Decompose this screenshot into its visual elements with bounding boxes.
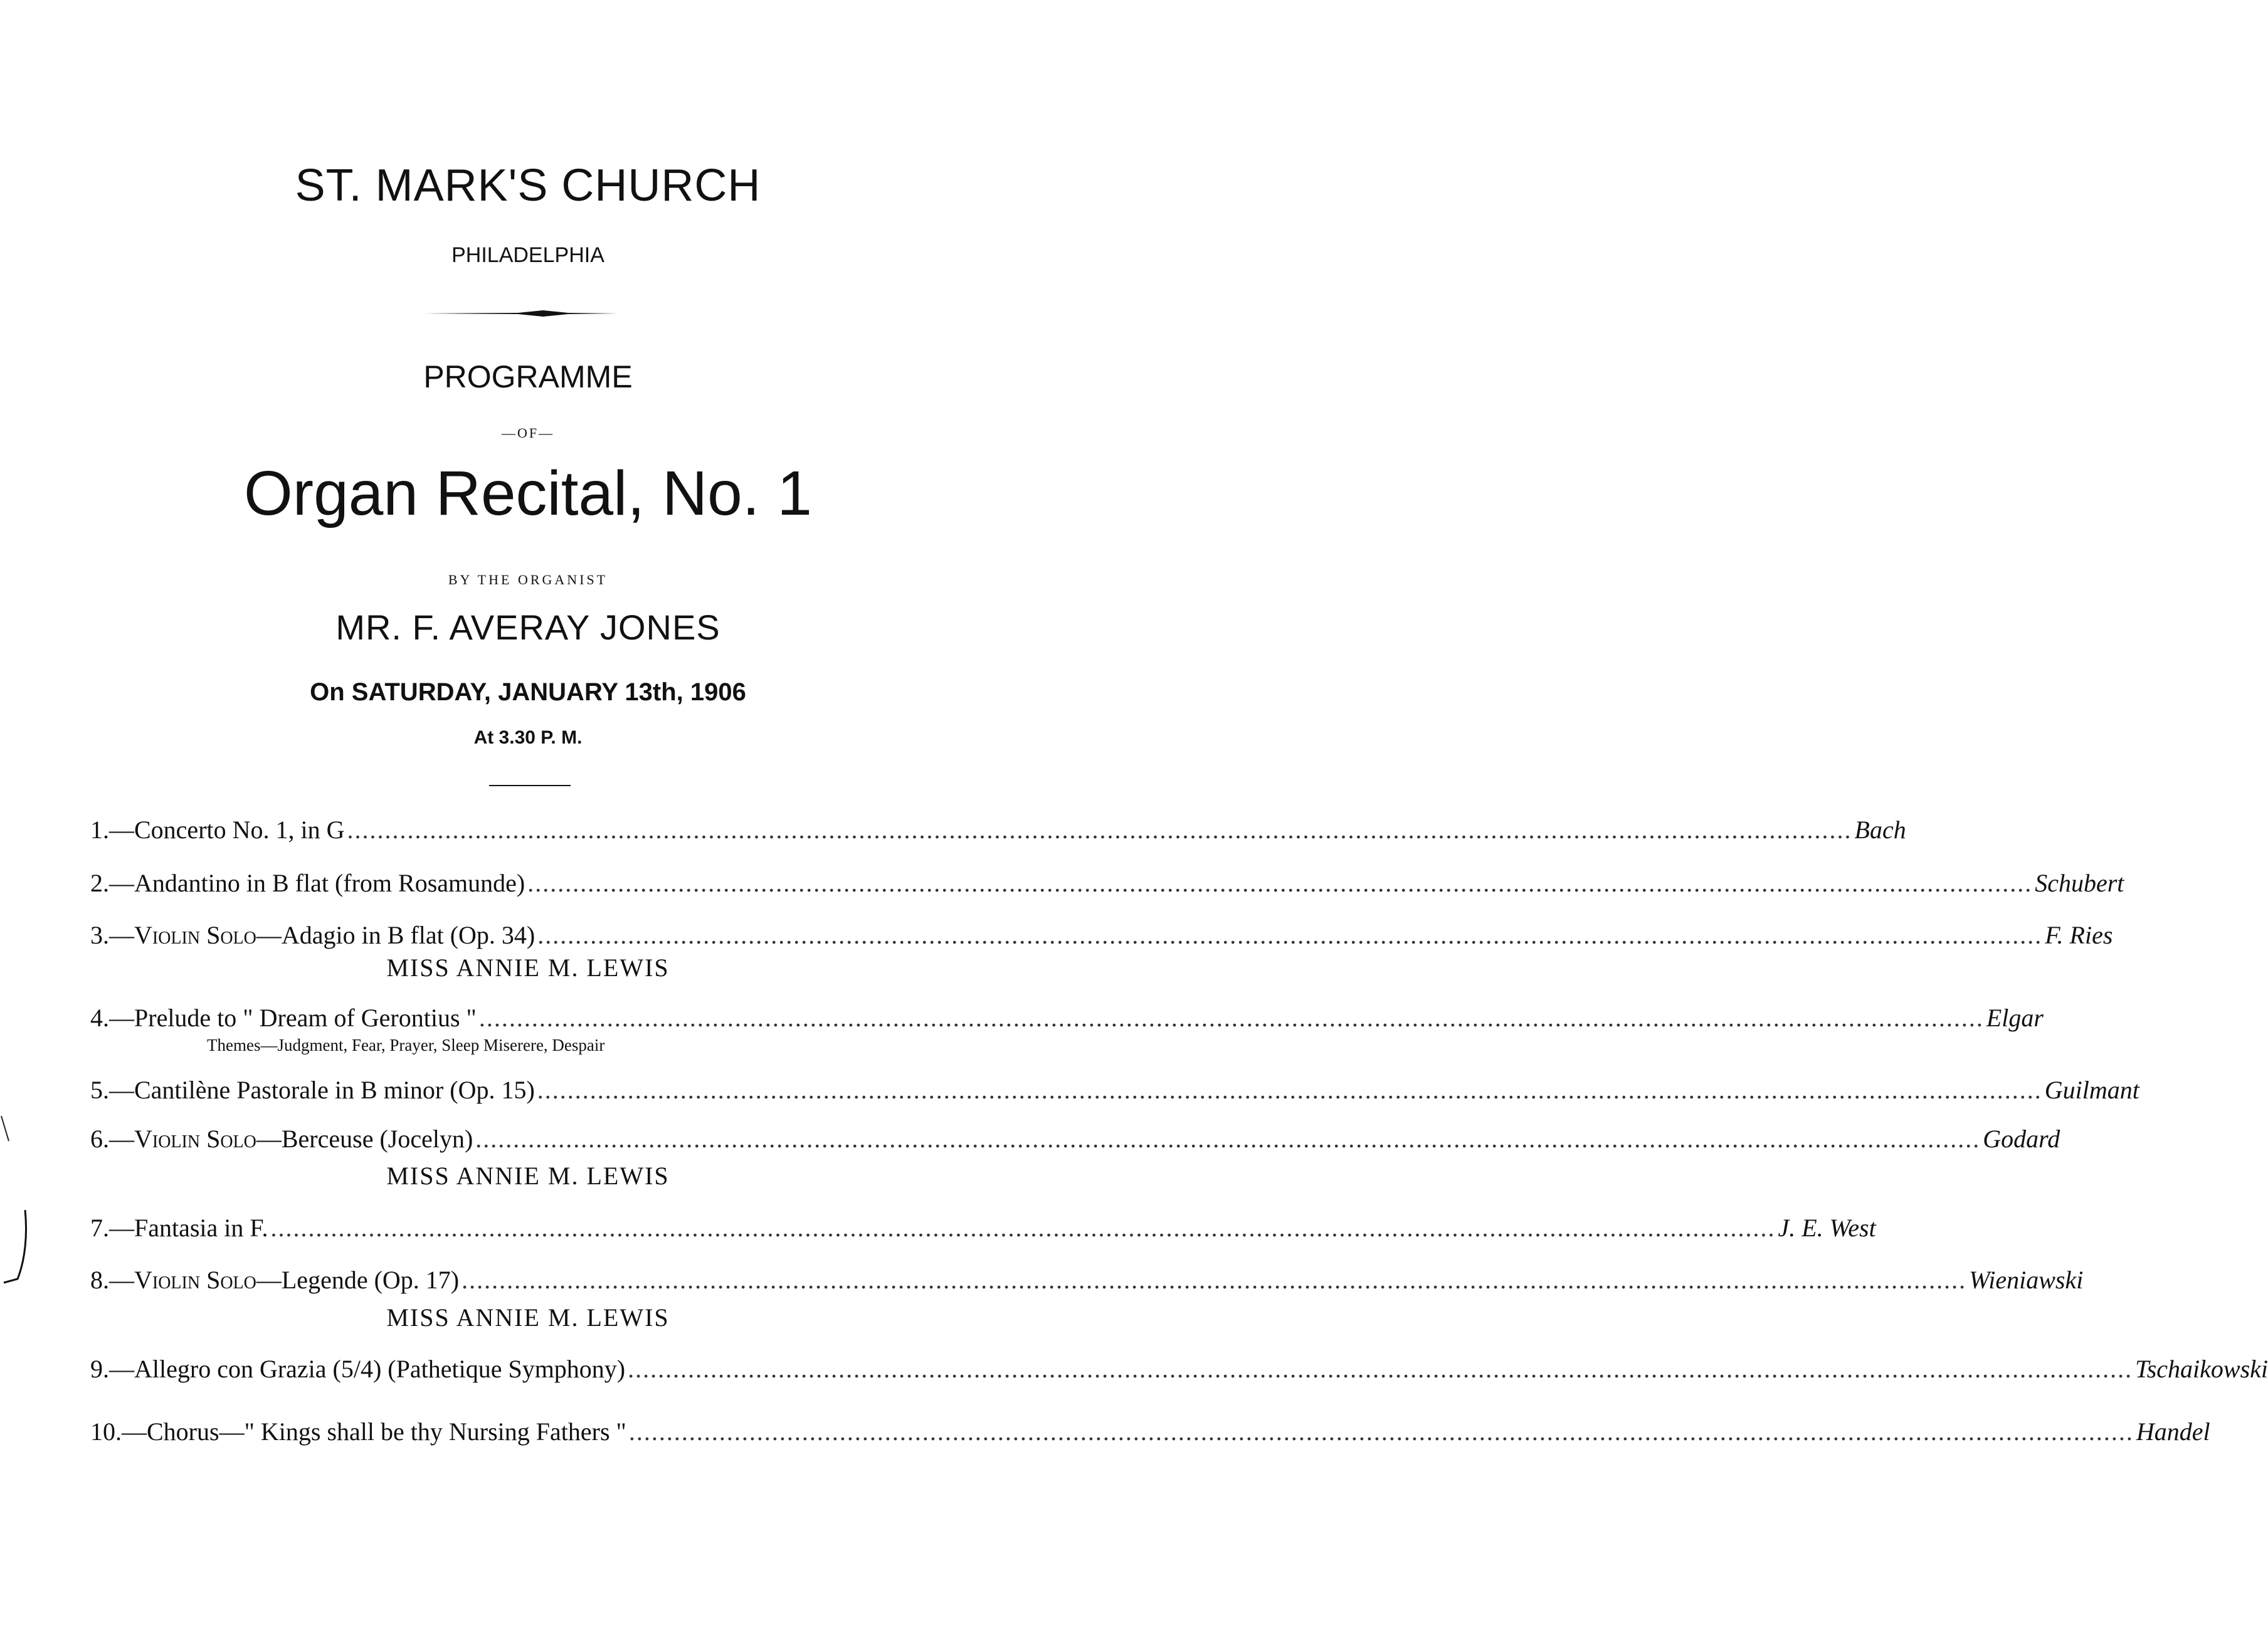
of-line: —OF—: [501, 425, 555, 441]
programme-item-8: [90, 1265, 2084, 1300]
programme-item-1: [90, 815, 1906, 850]
item-number: 9.—: [90, 1355, 134, 1383]
item-number: 4.—: [90, 1004, 134, 1032]
item-number: 8.—: [90, 1266, 134, 1294]
item-composer: Elgar: [1986, 1004, 2044, 1032]
item-label: Violin Solo: [134, 921, 256, 949]
item-composer: Schubert: [2035, 869, 2124, 897]
margin-scratch-mark: [0, 1116, 38, 1298]
leader-dots: ........................................................................................................................................................................................................: [537, 921, 2043, 949]
programme-item-5: [90, 1075, 2139, 1110]
leader-dots: ........................................................................................................................................................................................................: [270, 1214, 1776, 1242]
item-label: Violin Solo: [134, 1266, 256, 1294]
item-number: 2.—: [90, 869, 134, 897]
item-composer: Bach: [1854, 816, 1906, 844]
item-note: Themes—Judgment, Fear, Prayer, Sleep Miserere, Despair: [207, 1036, 605, 1054]
programme-item-2: [90, 868, 2124, 903]
organist-name: MR. F. AVERAY JONES: [335, 607, 720, 647]
item-composer: Guilmant: [2044, 1076, 2139, 1104]
item-number: 7.—: [90, 1214, 134, 1242]
item-composer: Godard: [1983, 1125, 2060, 1153]
programme-item-7: [90, 1213, 1876, 1248]
item-title: —Legende (Op. 17): [256, 1266, 460, 1294]
item-title: Fantasia in F.: [134, 1214, 268, 1242]
item-number: 5.—: [90, 1076, 134, 1104]
leader-dots: ........................................................................................................................................................................................................: [537, 1076, 2042, 1104]
item-performer: MISS ANNIE M. LEWIS: [386, 1162, 670, 1190]
item-composer: Wieniawski: [1969, 1266, 2084, 1294]
item-label: Violin Solo: [134, 1125, 256, 1153]
programme-heading: PROGRAMME: [423, 359, 633, 394]
item-composer: Handel: [2136, 1417, 2210, 1446]
item-number: 3.—: [90, 921, 134, 949]
by-line: BY THE ORGANIST: [448, 572, 608, 587]
item-number: 6.—: [90, 1125, 134, 1153]
leader-dots: ........................................................................................................................................................................................................: [347, 816, 1852, 844]
city-name: PHILADELPHIA: [451, 243, 604, 267]
programme-item-4: [90, 1003, 2044, 1038]
leader-dots: ........................................................................................................................................................................................................: [628, 1355, 2133, 1383]
item-title: —Adagio in B flat (Op. 34): [256, 921, 535, 949]
item-title: Allegro con Grazia (5/4) (Pathetique Symphony): [134, 1355, 626, 1383]
item-number: 1.—: [90, 816, 134, 844]
item-composer: Tschaikowski: [2135, 1355, 2268, 1383]
short-divider: [489, 785, 571, 786]
item-title: Chorus—" Kings shall be thy Nursing Fathers ": [147, 1417, 626, 1446]
programme-item-9: [90, 1354, 2268, 1389]
item-title: Prelude to " Dream of Gerontius ": [134, 1004, 477, 1032]
item-performer: MISS ANNIE M. LEWIS: [386, 954, 670, 982]
leader-dots: ........................................................................................................................................................................................................: [462, 1266, 1967, 1294]
item-composer: F. Ries: [2045, 921, 2113, 949]
item-title: —Berceuse (Jocelyn): [256, 1125, 473, 1153]
programme-item-6: [90, 1124, 2060, 1159]
leader-dots: ........................................................................................................................................................................................................: [628, 1417, 2134, 1446]
item-title: Cantilène Pastorale in B minor (Op. 15): [134, 1076, 535, 1104]
recital-time: At 3.30 P. M.: [473, 727, 583, 748]
recital-title: Organ Recital, No. 1: [244, 458, 812, 529]
leader-dots: ........................................................................................................................................................................................................: [475, 1125, 1981, 1153]
item-title: Andantino in B flat (from Rosamunde): [134, 869, 525, 897]
item-number: 10.—: [90, 1417, 147, 1446]
item-title: Concerto No. 1, in G: [134, 816, 345, 844]
church-name: ST. MARK'S CHURCH: [295, 160, 761, 211]
recital-date: On SATURDAY, JANUARY 13th, 1906: [310, 678, 746, 706]
leader-dots: ........................................................................................................................................................................................................: [527, 869, 2033, 897]
item-performer: MISS ANNIE M. LEWIS: [386, 1303, 670, 1332]
programme-item-3: [90, 920, 2113, 955]
programme-item-10: [90, 1417, 2210, 1452]
leader-dots: ........................................................................................................................................................................................................: [478, 1004, 1984, 1032]
item-composer: J. E. West: [1778, 1214, 1876, 1242]
ornament-divider: [424, 310, 618, 317]
